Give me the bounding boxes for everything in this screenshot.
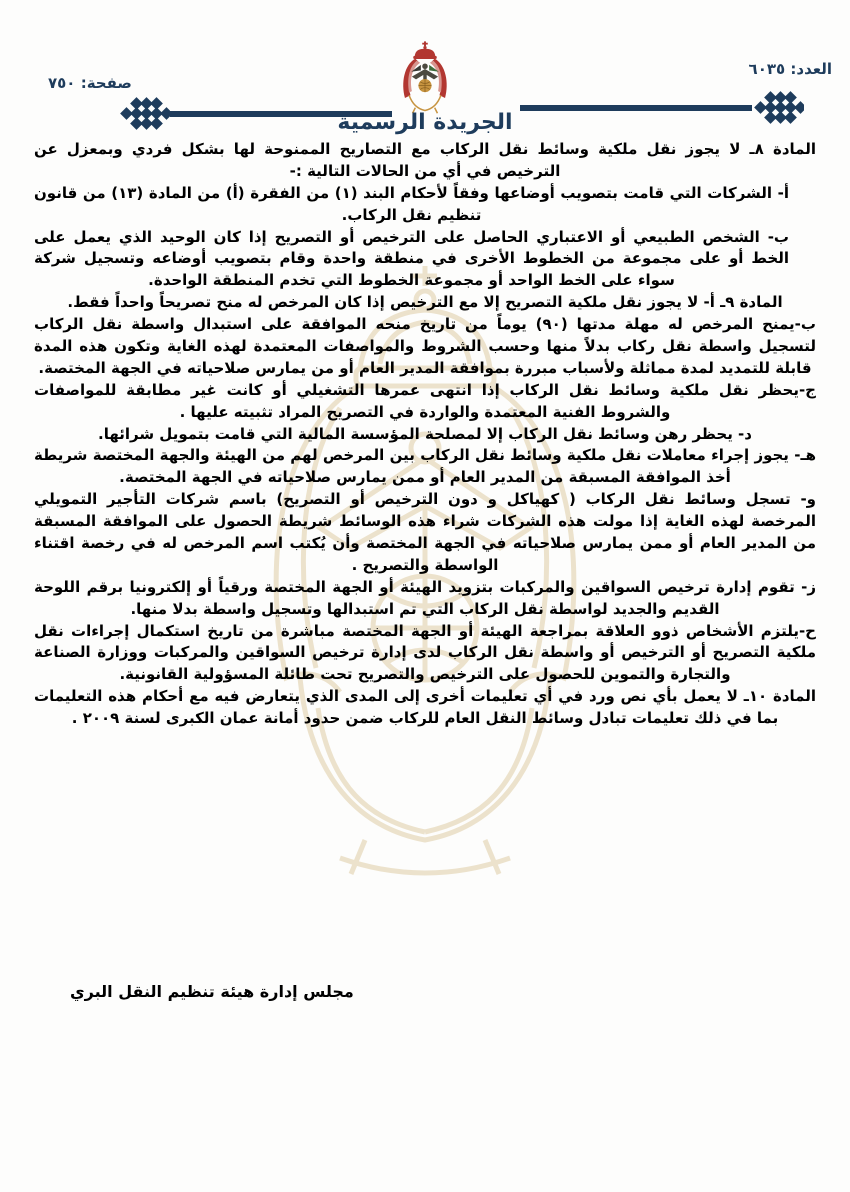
gazette-title: الجريدة الرسمية — [337, 110, 513, 135]
clause-paragraph: د- يحظر رهن وسائط نقل الركاب إلا لمصلحة المؤسسة المالية التي قامت بتمويل شرائها. — [98, 424, 752, 443]
clause-paragraph: ب- الشخص الطبيعي أو الاعتباري الحاصل على الترخيص أو التصريح إذا كان الوحيد الذي يعمل على الخط أو على مجموعة من الخطوط الأخرى في منطقة واحدة وقام بتصويب أوضاعه وتسجيل شركة سواء على الخط الواحد أو مجموعة الخطوط التي تخدم المنطقة الواحدة. — [34, 227, 789, 290]
jordan-coat-of-arms-icon — [388, 40, 462, 116]
issue-number-label: العدد: ٦٠٣٥ — [748, 60, 832, 78]
clause-paragraph: ز- تقوم إدارة ترخيص السواقين والمركبات بتزويد الهيئة أو الجهة المختصة ورقياً أو إلكترونيا برقم اللوحة القديم والجديد لواسطة نقل الركاب التي تم استبدالها وتسجيل واسطة بدلا منها. — [34, 577, 816, 618]
clause-paragraph: و- تسجل وسائط نقل الركاب ( كهياكل و دون الترخيص أو التصريح) باسم شركات التأجير التمويلي المرخصة لهذه الغاية إذا مولت هذه الشركات شراء هذه الوسائط شريطة الحصول على الموافقة المسبقة من المدير العام أو ممن يمارس صلاحياته في الجهة المختصة وأن يُكتب اسم المرخص له في رخصة اقتناء الواسطة والتصريح . — [34, 490, 816, 574]
article-paragraph: المادة ٨ـ لا يجوز نقل ملكية وسائط نقل الركاب مع التصاريح الممنوحة لها بشكل فردي وبمعزل عن الترخيص في أي من الحالات التالية :- — [34, 140, 816, 180]
article-paragraph: المادة ٩ـ أ- لا يجوز نقل ملكية التصريح إلا مع الترخيص إذا كان المرخص له منح تصريحاً واحداً فقط. — [67, 293, 783, 312]
clause-paragraph: ج-يحظر نقل ملكية وسائط نقل الركاب إذا انتهى عمرها التشغيلي أو كانت غير مطابقة للمواصفات والشروط الفنية المعتمدة والواردة في التصريح المراد تثبيته عليها . — [34, 380, 816, 421]
document-body — [34, 139, 816, 730]
clause-paragraph: هـ- يجوز إجراء معاملات نقل ملكية وسائط نقل الركاب بين المرخص لهم من الهيئة والجهة المختصة شريطة أخذ الموافقة المسبقة من المدير العام أو ممن يمارس صلاحياته في الجهة المختصة. — [34, 446, 816, 487]
clause-paragraph: أ- الشركات التي قامت بتصويب أوضاعها وفقاً لأحكام البند (١) من الفقرة (أ) من المادة (١٣) من قانون تنظيم نقل الركاب. — [34, 183, 790, 224]
page-number-label: صفحة: ٧٥٠ — [48, 74, 132, 92]
signature-line: مجلس إدارة هيئة تنظيم النقل البري — [70, 982, 354, 1001]
clause-paragraph: ح-يلتزم الأشخاص ذوو العلاقة بمراجعة الهيئة أو الجهة المختصة مباشرة من تاريخ استكمال إجراءات نقل ملكية التصريح أو الترخيص أو واسطة نقل الركاب لدى إدارة ترخيص السواقين والمركبات ووزارة الصناعة والتجارة والتموين للحصول على الترخيص والتصريح تحت طائلة المسؤولية القانونية. — [34, 621, 816, 684]
clause-paragraph: ب-يمنح المرخص له مهلة مدتها (٩٠) يوماً من تاريخ منحه الموافقة على استبدال واسطة نقل الركاب لتسجيل واسطة نقل ركاب بدلاً منها وحسب الشروط والمواصفات المعتمدة لهذه الغاية وتكون هذه المدة قابلة للتمديد لمدة مماثلة ولأسباب مبررة بموافقة المدير العام أو من يمارس صلاحياته في الجهة المختصة. — [34, 315, 816, 377]
article-paragraph: المادة ١٠ـ لا يعمل بأي نص ورد في أي تعليمات أخرى إلى المدى الذي يتعارض فيه مع أحكام هذه التعليمات بما في ذلك تعليمات تبادل وسائط النقل العام للركاب ضمن حدود أمانة عمان الكبرى لسنة ٢٠٠٩ . — [34, 687, 816, 728]
